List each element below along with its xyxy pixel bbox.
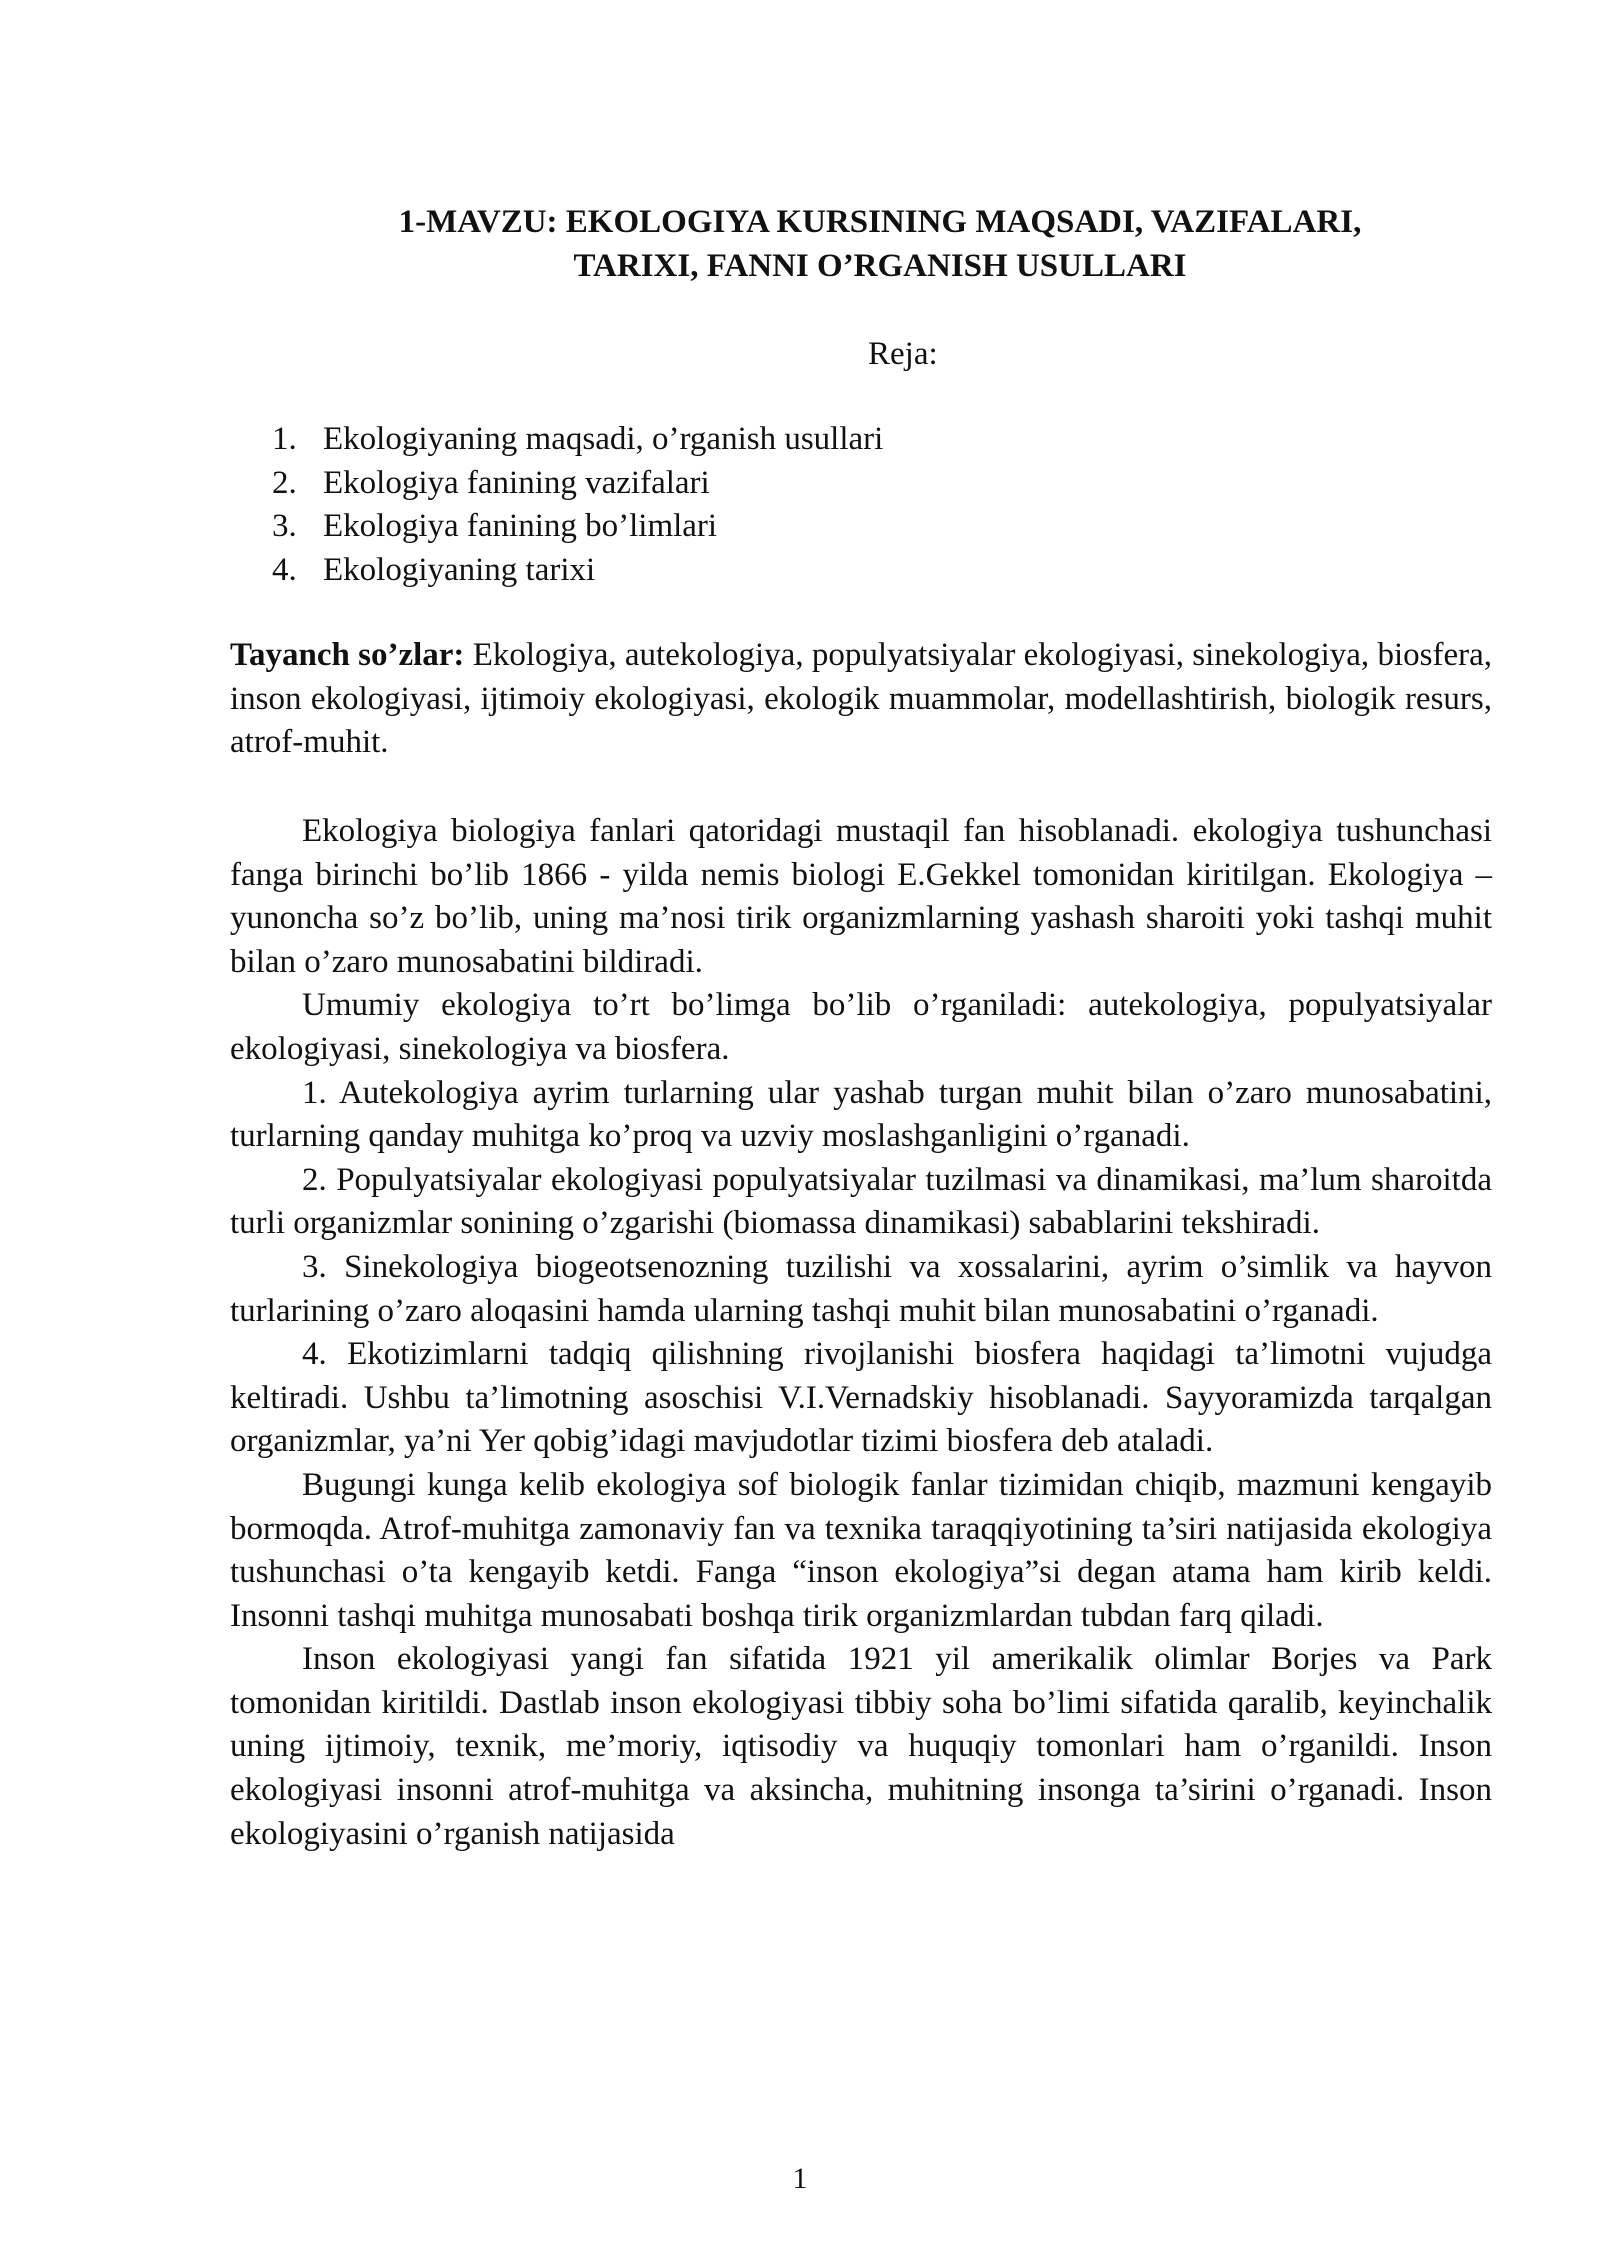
plan-item	[272, 462, 883, 506]
plan-list	[272, 418, 883, 592]
plan-heading: Reja:	[868, 336, 938, 372]
plan-item-number: 3.	[272, 508, 297, 544]
keywords-label: Tayanch so’zlar:	[230, 637, 465, 673]
keywords-paragraph	[230, 634, 1492, 765]
paragraph: 2. Populyatsiyalar ekologiyasi populyatsiyalar tuzilmasi va dinamikasi, ma’lum sharoitda turli organizmlar sonining o’zgarishi (biomassa dinamikasi) sabablarini tekshiradi.	[230, 1161, 1492, 1242]
plan-item	[272, 549, 883, 593]
paragraph: Bugungi kunga kelib ekologiya sof biologik fanlar tizimidan chiqib, mazmuni kengayib bormoqda. Atrof-muhitga zamonaviy fan va texnika taraqqiyotining ta’siri natijasida ekologiya tushunchasi o’ta kengayib ketdi. Fanga “inson ekologiya”si degan atama ham kirib keldi. Insonni tashqi muhitga munosabati boshqa tirik organizmlardan tubdan farq qiladi.	[230, 1466, 1492, 1634]
plan-item	[272, 505, 883, 549]
paragraph: 3. Sinekologiya biogeotsenozning tuzilishi va xossalarini, ayrim o’simlik va hayvon turlarining o’zaro aloqasini hamda ularning tashqi muhit bilan munosabatini o’rganadi.	[230, 1248, 1492, 1329]
plan-item-text: Ekologiyaning tarixi	[323, 551, 596, 588]
plan-item-text: Ekologiya fanining bo’limlari	[323, 508, 718, 544]
keywords-text: Ekologiya, autekologiya, populyatsiyalar ekologiyasi, sinekologiya, biosfera, inson ekologiyasi, ijtimoiy ekologiyasi, ekologik muammolar, modellashtirish, biologik resurs, atrof-muhit.	[230, 637, 1492, 761]
plan-item-number: 4.	[272, 551, 297, 588]
paragraph: Inson ekologiyasi yangi fan sifatida 1921 yil amerikalik olimlar Borjes va Park tomonidan kiritildi. Dastlab inson ekologiyasi tibbiy soha bo’limi sifatida qaralib, keyinchalik uning ijtimoiy, texnik, me’moriy, iqtisodiy va huquqiy tomonlari ham o’rganildi. Inson ekologiyasi insonni atrof-muhitga va aksincha, muhitning insonga ta’sirini o’rganadi. Inson ekologiyasini o’rganish natijasida	[230, 1641, 1492, 1852]
main-text	[230, 810, 1492, 1856]
title-line-2: TARIXI, FANNI O’RGANISH USULLARI	[573, 248, 1187, 284]
plan-item-text: Ekologiya fanining vazifalari	[323, 464, 710, 501]
paragraph: 1. Autekologiya ayrim turlarning ular yashab turgan muhit bilan o’zaro munosabatini, turlarning qanday muhitga ko’proq va uzviy moslashganligini o’rganadi.	[230, 1074, 1492, 1155]
plan-item	[272, 418, 883, 462]
title-line-1: 1-MAVZU: EKOLOGIYA KURSINING MAQSADI, VAZIFALARI,	[398, 204, 1362, 240]
paragraph: 4. Ekotizimlarni tadqiq qilishning rivojlanishi biosfera haqidagi ta’limotni vujudga keltiradi. Ushbu ta’limotning asoschisi V.I.Vernadskiy hisoblanadi. Sayyoramizda tarqalgan organizmlar, ya’ni Yer qobig’idagi mavjudotlar tizimi biosfera deb ataladi.	[230, 1336, 1492, 1460]
keywords-block	[230, 634, 1492, 765]
page-number: 1	[792, 2162, 808, 2195]
paragraph: Ekologiya biologiya fanlari qatoridagi mustaqil fan hisoblanadi. ekologiya tushunchasi fanga birinchi bo’lib 1866 - yilda nemis biologi E.Gekkel tomonidan kiritilgan. Ekologiya – yunoncha so’z bo’lib, uning ma’nosi tirik organizmlarning yashash sharoiti yoki tashqi muhit bilan o’zaro munosabatini bildiradi.	[230, 813, 1492, 980]
plan-item-number: 1.	[272, 421, 297, 457]
plan-item-text: Ekologiyaning maqsadi, o’rganish usullari	[323, 421, 884, 457]
plan-item-number: 2.	[272, 464, 297, 501]
paragraph: Umumiy ekologiya to’rt bo’limga bo’lib o’rganiladi: autekologiya, populyatsiyalar ekologiyasi, sinekologiya va biosfera.	[230, 987, 1492, 1067]
page-title	[230, 200, 1530, 288]
